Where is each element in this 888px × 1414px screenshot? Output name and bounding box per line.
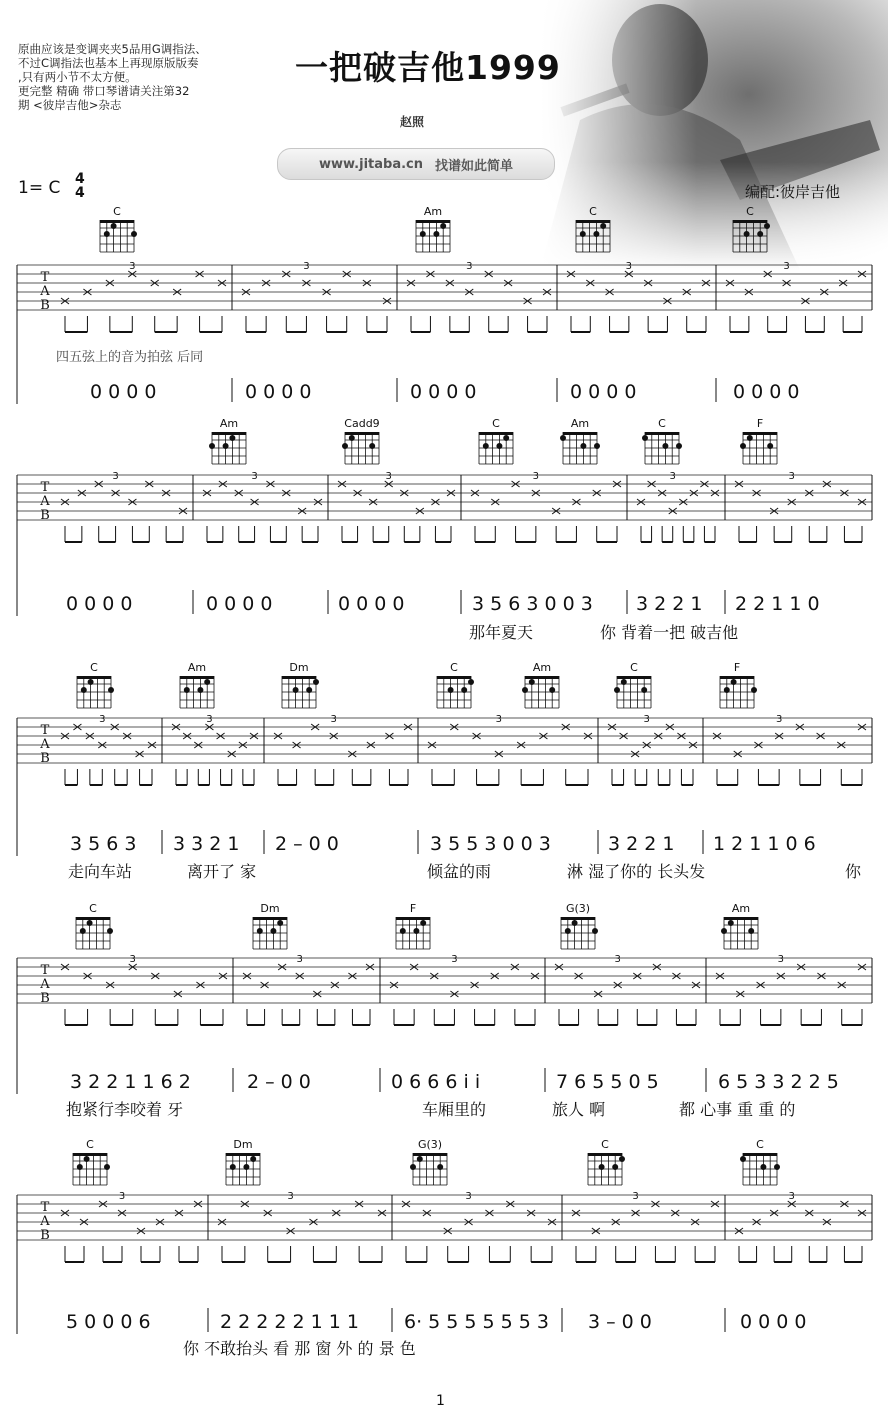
chord-name: C — [756, 1138, 764, 1151]
chord-name: Dm — [260, 902, 280, 915]
tab-label: T — [40, 480, 50, 495]
tab-label: T — [40, 1200, 50, 1215]
tab-label: T — [40, 963, 50, 978]
chord-name: Am — [187, 661, 207, 674]
time-sig-bottom: 4 — [75, 185, 85, 201]
jianpu-numbers: 3 2 2 1 — [608, 833, 675, 855]
tab-label: B — [40, 1228, 50, 1243]
chord-diagram — [76, 902, 113, 949]
lyric-line: 走向车站 — [68, 862, 133, 881]
jianpu-numbers: 2 2 2 2 2 1 1 1 — [220, 1311, 359, 1333]
svg-text:3: 3 — [788, 471, 795, 482]
chord-diagram — [100, 205, 137, 252]
chord-diagram — [588, 1138, 625, 1185]
svg-text:3: 3 — [385, 471, 392, 482]
svg-text:3: 3 — [783, 261, 790, 272]
svg-text:3: 3 — [451, 954, 458, 965]
tab-staff — [17, 471, 872, 542]
site-url[interactable]: www.jitaba.cn — [318, 156, 423, 172]
chord-name: C — [492, 417, 500, 430]
tab-label: B — [40, 508, 50, 523]
tab-staff — [17, 261, 872, 332]
chord-name: C — [86, 1138, 94, 1151]
svg-text:3: 3 — [777, 954, 785, 965]
lyric-line: 抱紧行李咬着 牙 — [66, 1100, 184, 1119]
note-line: 更完整 精确 带口琴谱请关注第32 — [18, 84, 190, 98]
jianpu-numbers: 3 5 6 3 — [70, 833, 137, 855]
svg-text:3: 3 — [206, 714, 213, 725]
jianpu-numbers: 3 2 2 1 — [636, 593, 703, 615]
chord-diagram — [720, 661, 757, 708]
tab-label: T — [40, 723, 50, 738]
svg-text:3: 3 — [625, 261, 633, 272]
jianpu-numbers: 3 5 5 3 0 0 3 — [430, 833, 551, 855]
tab-label: B — [40, 751, 50, 766]
svg-text:3: 3 — [532, 471, 540, 482]
site-slogan: 找谱如此简单 — [435, 158, 514, 174]
lyric-line: 旅人 啊 — [552, 1100, 606, 1119]
svg-text:3: 3 — [287, 1191, 294, 1202]
chord-name: Am — [731, 902, 751, 915]
jianpu-numbers: 5 0 0 0 6 — [66, 1311, 151, 1333]
chord-diagram — [209, 417, 246, 464]
jianpu-numbers: 3 3 2 1 — [173, 833, 240, 855]
svg-text:3: 3 — [303, 261, 310, 272]
tab-staff — [17, 714, 872, 785]
jianpu-numbers: 0 0 0 0 — [245, 381, 312, 403]
song-title: 一把破吉他1999 — [295, 48, 561, 87]
chord-diagram — [410, 1138, 447, 1185]
playing-hint: 四五弦上的音为拍弦 后同 — [56, 350, 204, 365]
jianpu-numbers: 2 2 1 1 0 — [735, 593, 820, 615]
chord-name: C — [450, 661, 458, 674]
tab-label: A — [40, 1214, 50, 1229]
tab-staff — [17, 1191, 872, 1262]
jianpu-numbers: 3 – 0 0 — [588, 1311, 652, 1333]
chord-name: C — [658, 417, 666, 430]
jianpu-numbers: 0 0 0 0 — [410, 381, 477, 403]
jianpu-numbers: 0 0 0 0 — [90, 381, 157, 403]
chord-diagram — [416, 205, 450, 252]
svg-text:3: 3 — [99, 714, 106, 725]
svg-text:3: 3 — [495, 714, 503, 725]
jianpu-numbers: 2 – 0 0 — [275, 833, 339, 855]
lyric-line: 你 不敢抬头 看 那 窗 外 的 景 色 — [183, 1339, 416, 1358]
svg-text:3: 3 — [129, 261, 136, 272]
chord-diagram — [77, 661, 114, 708]
svg-text:3: 3 — [112, 471, 119, 482]
chord-name: C — [589, 205, 597, 218]
chord-name: Dm — [289, 661, 309, 674]
tab-label: A — [40, 494, 50, 509]
chord-diagram — [342, 417, 380, 464]
chord-name: C — [89, 902, 97, 915]
time-sig-top: 4 — [75, 171, 85, 187]
chord-diagram — [561, 902, 598, 949]
lyric-line: 离开了 家 — [187, 862, 257, 881]
lyric-line: 你 — [845, 862, 862, 881]
chord-name: Dm — [233, 1138, 253, 1151]
chord-diagram — [733, 205, 770, 252]
svg-text:3: 3 — [251, 471, 258, 482]
svg-text:3: 3 — [466, 261, 473, 272]
jianpu-numbers: 3 5 6 3 0 0 3 — [472, 593, 593, 615]
chord-diagram — [740, 417, 777, 464]
note-line: 期 <彼岸吉他>杂志 — [18, 98, 122, 112]
chord-name: F — [409, 902, 417, 915]
note-line: ,只有两小节不太方便。 — [18, 70, 137, 84]
chord-diagram — [642, 417, 682, 464]
chord-diagram — [73, 1138, 110, 1185]
jianpu-numbers: 0 0 0 0 — [206, 593, 273, 615]
chord-diagram — [253, 902, 287, 949]
lyric-line: 你 背着一把 破吉他 — [600, 623, 739, 642]
tab-label: A — [40, 284, 50, 299]
chord-diagram — [282, 661, 319, 708]
svg-text:3: 3 — [118, 1191, 126, 1202]
chord-name: C — [746, 205, 754, 218]
chord-name: C — [90, 661, 98, 674]
lyric-line: 都 心事 重 重 的 — [679, 1100, 796, 1119]
jianpu-numbers: 1 2 1 1 0 6 — [713, 833, 816, 855]
chord-name: Am — [219, 417, 239, 430]
tab-label: A — [40, 737, 50, 752]
jianpu-numbers: 0 0 0 0 — [66, 593, 133, 615]
jianpu-numbers: 0 6 6 6 i i — [391, 1071, 481, 1093]
chord-name: F — [733, 661, 741, 674]
key-signature: 1= C — [18, 178, 61, 198]
jianpu-numbers: 3 2 2 1 1 6 2 — [70, 1071, 191, 1093]
tab-label: B — [40, 298, 50, 313]
chord-diagram — [560, 417, 600, 464]
chord-diagram — [180, 661, 214, 708]
chord-name: Cadd9 — [344, 417, 380, 430]
lyric-line: 倾盆的雨 — [427, 862, 492, 881]
chord-name: F — [756, 417, 764, 430]
svg-text:3: 3 — [614, 954, 621, 965]
svg-text:3: 3 — [632, 1191, 639, 1202]
jianpu-numbers: 7 6 5 5 0 5 — [556, 1071, 659, 1093]
chord-name: Am — [423, 205, 443, 218]
chord-diagram — [576, 205, 610, 252]
tab-label: A — [40, 977, 50, 992]
jianpu-numbers: 0 0 0 0 — [740, 1311, 807, 1333]
svg-text:3: 3 — [788, 1191, 795, 1202]
jianpu-numbers: 6· 5 5 5 5 5 5 3 — [404, 1311, 550, 1333]
chord-diagram — [479, 417, 513, 464]
svg-text:3: 3 — [669, 471, 676, 482]
jianpu-numbers: 2 – 0 0 — [247, 1071, 311, 1093]
tab-label: T — [40, 270, 50, 285]
chord-diagram — [396, 902, 430, 949]
chord-name: G(3) — [565, 902, 591, 915]
page-number: 1 — [436, 1393, 445, 1409]
lyric-line: 车厢里的 — [422, 1100, 487, 1119]
jianpu-numbers: 0 0 0 0 — [733, 381, 800, 403]
jianpu-numbers: 0 0 0 0 — [570, 381, 637, 403]
tab-staff — [17, 954, 872, 1025]
chord-diagram — [740, 1138, 780, 1185]
chord-diagram — [721, 902, 758, 949]
chord-diagram — [226, 1138, 260, 1185]
lyric-line: 那年夏天 — [469, 623, 534, 642]
svg-text:3: 3 — [330, 714, 337, 725]
svg-text:3: 3 — [296, 954, 303, 965]
jianpu-numbers: 0 0 0 0 — [338, 593, 405, 615]
chord-name: C — [630, 661, 638, 674]
svg-text:3: 3 — [465, 1191, 472, 1202]
chord-diagram — [614, 661, 651, 708]
tab-label: B — [40, 991, 50, 1006]
note-line: 原曲应该是变调夹夹5品用G调指法、 — [18, 42, 207, 56]
author-name: 赵照 — [400, 115, 425, 129]
chord-name: C — [601, 1138, 609, 1151]
jianpu-numbers: 6 5 3 3 2 2 5 — [718, 1071, 839, 1093]
chord-name: Am — [570, 417, 590, 430]
chord-name: G(3) — [417, 1138, 443, 1151]
chord-name: Am — [532, 661, 552, 674]
lyric-line: 淋 湿了你的 长头发 — [567, 862, 706, 881]
chord-name: C — [113, 205, 121, 218]
arranger-credit: 编配:彼岸吉他 — [745, 183, 841, 201]
svg-text:3: 3 — [775, 714, 783, 725]
chord-diagram — [522, 661, 559, 708]
svg-text:3: 3 — [129, 954, 136, 965]
svg-text:3: 3 — [643, 714, 650, 725]
note-line: 不过C调指法也基本上再现原版版奏 — [18, 56, 199, 70]
chord-diagram — [437, 661, 474, 708]
